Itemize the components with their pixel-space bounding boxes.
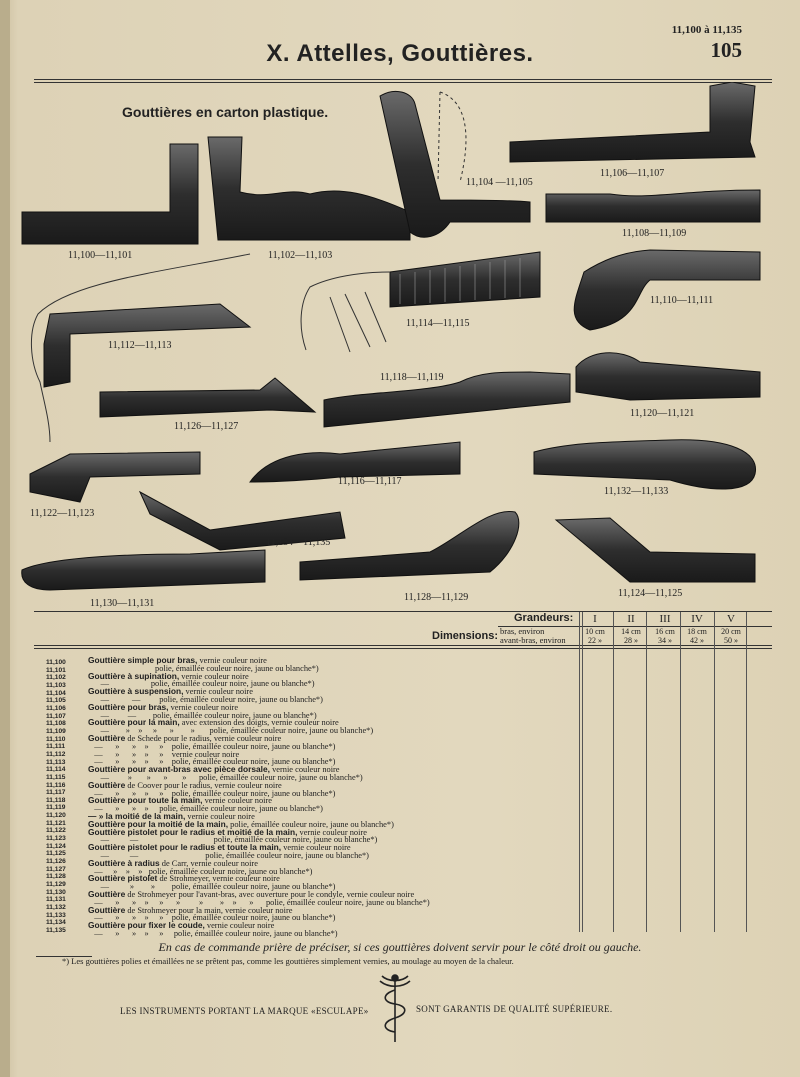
- row-finish: — polie, émaillée couleur noire, jaune ou blanche*): [88, 679, 315, 689]
- row-product-name: — » la moitié de la main,: [88, 810, 186, 821]
- row-finish: — » » » » polie, émaillée couleur noire, jaune ou blanche*): [88, 741, 336, 751]
- splint-11118: [324, 372, 570, 427]
- caption-11128: 11,128—11,129: [404, 592, 469, 603]
- article-code: 11,123: [46, 835, 66, 843]
- col-divider-1b: [582, 612, 583, 932]
- article-code: 11,128: [46, 873, 66, 881]
- row-finish: vernie couleur noire: [179, 671, 249, 681]
- size-II-cm: 14 cm 28 »: [621, 627, 641, 645]
- article-code: 11,103: [46, 681, 66, 689]
- row-product-name: Gouttière à radius: [88, 857, 160, 868]
- row-finish: — » » » » polie, émaillée couleur noire, jaune ou blanche*): [88, 757, 336, 767]
- article-code: 11,114: [46, 766, 66, 774]
- size-V-cm: 20 cm 50 »: [721, 627, 741, 645]
- article-code: 11,122: [46, 827, 66, 835]
- trademark-left: LES INSTRUMENTS PORTANT LA MARQUE «ESCULAPE»: [120, 1006, 369, 1016]
- size-IV-cm: 18 cm 42 »: [687, 627, 707, 645]
- article-code: 11,101: [46, 666, 66, 674]
- caption-11102: 11,102—11,103: [268, 250, 333, 261]
- row-finish: de Strohmeyer pour la main, vernie couleur noire: [125, 905, 293, 915]
- row-product-name: Gouttière pour la moitié de la main,: [88, 818, 229, 829]
- splint-11114: [390, 252, 540, 307]
- size-III-cm: 16 cm 34 »: [655, 627, 675, 645]
- article-descriptions: [88, 657, 578, 938]
- article-code: 11,130: [46, 888, 66, 896]
- row-finish: de Strohmeyer, vernie couleur noire: [157, 874, 280, 884]
- caption-11114: 11,114—11,115: [406, 318, 470, 329]
- row-finish: de Coover pour le radius, vernie couleur noire: [125, 780, 282, 790]
- article-code: 11,129: [46, 881, 66, 889]
- splint-11122: [30, 452, 200, 502]
- splint-11126: [100, 378, 315, 417]
- article-code: 11,134: [46, 919, 66, 927]
- size-II: II: [627, 613, 635, 625]
- row-product-name: Gouttière pour toute la main,: [88, 795, 203, 806]
- grandeurs-label: Grandeurs:: [514, 612, 574, 624]
- caption-11104: 11,104 —11,105: [466, 177, 533, 188]
- article-code: 11,106: [46, 704, 66, 712]
- table-header-bottom-rule: [34, 645, 772, 646]
- article-code: 11,131: [46, 896, 66, 904]
- row-product-name: Gouttière à supination,: [88, 670, 180, 681]
- page-number: 105: [710, 38, 742, 62]
- caption-11122: 11,122—11,123: [30, 508, 95, 519]
- row-finish: vernie couleur noire: [197, 656, 267, 665]
- header-rule: [34, 79, 772, 80]
- row-finish: polie, émaillée couleur noire, jaune ou blanche*): [228, 819, 394, 829]
- dim-row-avant-bras: avant-bras, environ: [500, 635, 566, 645]
- caption-11108: 11,108—11,109: [622, 228, 687, 239]
- splint-11132: [534, 440, 756, 489]
- row-finish: de Schede pour le radius, vernie couleur noire: [125, 733, 282, 743]
- col-divider-1: [579, 612, 580, 932]
- caption-11100: 11,100—11,101: [68, 250, 133, 261]
- row-finish: — » » » » polie, émaillée couleur noire, jaune ou blanche*): [88, 772, 363, 782]
- dimensions-label: Dimensions:: [432, 630, 499, 642]
- splint-11100: [22, 144, 198, 244]
- table-header-bottom-rule-2: [34, 648, 772, 649]
- row-product-name: Gouttière pistolet pour le radius et toute la main,: [88, 842, 282, 853]
- table-top-rule: [34, 611, 772, 612]
- esculape-logo-icon: [374, 972, 416, 1044]
- caption-11110: 11,110—11,111: [650, 295, 714, 306]
- article-code: 11,111: [46, 743, 66, 751]
- article-code: 11,107: [46, 712, 66, 720]
- row-finish: — » » » » » polie, émaillée couleur noire, jaune ou blanche*): [88, 726, 374, 736]
- article-code: 11,135: [46, 926, 66, 934]
- row-finish: — » » » » polie, émaillée couleur noire, jaune ou blanche*): [88, 928, 338, 938]
- row-finish: vernie couleur noire: [281, 843, 351, 853]
- article-range: 11,100 à 11,135: [671, 24, 742, 36]
- caption-11120: 11,120—11,121: [630, 408, 695, 419]
- article-code: 11,115: [46, 773, 66, 781]
- row-finish: vernie couleur noire: [185, 811, 255, 821]
- col-divider-4: [680, 612, 681, 932]
- caption-11106: 11,106—11,107: [600, 168, 665, 179]
- row-product-name: Gouttière simple pour bras,: [88, 655, 198, 665]
- article-code: 11,113: [46, 758, 66, 766]
- article-code: 11,104: [46, 689, 66, 697]
- row-finish: vernie couleur noire: [168, 702, 239, 712]
- article-code: 11,121: [46, 819, 66, 827]
- row-finish: de Carr, vernie couleur noire: [159, 858, 258, 868]
- article-code: 11,120: [46, 812, 66, 820]
- row-finish: — » » polie, émaillée couleur noire, jaune ou blanche*): [88, 882, 336, 892]
- article-code: 11,112: [46, 750, 66, 758]
- col-divider-3: [646, 612, 647, 932]
- row-finish: de Strohmeyer pour l'avant-bras, avec ouverture pour le condyle, vernie couleur noire: [125, 889, 415, 899]
- caption-11134: 11,134—11,135: [266, 537, 331, 548]
- article-code: 11,125: [46, 850, 66, 858]
- article-code: 11,105: [46, 697, 66, 705]
- caption-11112: 11,112—11,113: [108, 340, 172, 351]
- caption-11118: 11,118—11,119: [380, 372, 444, 383]
- article-code: 11,110: [46, 735, 66, 743]
- article-codes: [46, 659, 66, 935]
- size-I: I: [593, 613, 597, 625]
- article-code: 11,124: [46, 842, 66, 850]
- row-finish: — » » » » » » » » » polie, émaillée couleur noire, jaune ou blanche*): [88, 897, 430, 907]
- row-product-name: Gouttière: [88, 888, 126, 899]
- dashed-pattern: [438, 92, 466, 182]
- footnote: *) Les gouttières polies et émaillées ne se prêtent pas, comme les gouttières simplement vernies, au moulage au moyen de la chaleur.: [62, 956, 514, 966]
- size-header-rule: [498, 626, 772, 627]
- row-finish: — » » » » polie, émaillée couleur noire, jaune ou blanche*): [88, 913, 336, 923]
- article-code: 11,117: [46, 789, 66, 797]
- row-product-name: Gouttière pour la main,: [88, 717, 180, 728]
- row-finish: — — polie, émaillée couleur noire, jaune ou blanche*): [88, 835, 378, 845]
- order-note: En cas de commande prière de préciser, si ces gouttières doivent servir pour le côté droit ou gauche.: [158, 940, 642, 954]
- row-finish: — — polie, émaillée couleur noire, jaune ou blanche*): [88, 694, 323, 704]
- article-code: 11,109: [46, 727, 66, 735]
- splint-11124: [556, 518, 755, 582]
- table-row: [88, 930, 578, 938]
- dimension-rows: [500, 627, 566, 645]
- col-divider-5: [714, 612, 715, 932]
- section-title: Gouttières en carton plastique.: [122, 104, 329, 120]
- col-divider-2: [613, 612, 614, 932]
- article-code: 11,100: [46, 659, 66, 666]
- size-III: III: [659, 613, 671, 625]
- splint-11120: [576, 353, 760, 400]
- article-code: 11,119: [46, 804, 66, 812]
- trademark-right: SONT GARANTIS DE QUALITÉ SUPÉRIEURE.: [416, 1004, 613, 1014]
- article-code: 11,133: [46, 911, 66, 919]
- caption-11130: 11,130—11,131: [90, 598, 155, 609]
- size-IV: IV: [691, 613, 703, 625]
- row-product-name: Gouttière: [88, 904, 126, 915]
- binding-edge: [0, 0, 10, 1077]
- caption-11116: 11,116—11,117: [338, 476, 402, 487]
- row-finish: vernie couleur noire: [297, 827, 367, 837]
- row-product-name: Gouttière: [88, 732, 126, 743]
- row-product-name: Gouttière pour avant-bras avec pièce dorsale,: [88, 764, 270, 775]
- article-code: 11,118: [46, 796, 66, 804]
- article-code: 11,116: [46, 781, 66, 789]
- splint-11106: [510, 82, 755, 162]
- row-finish: vernie couleur noire: [202, 796, 272, 806]
- row-finish: vernie couleur noire: [204, 921, 275, 931]
- row-finish: — » » » polie, émaillée couleur noire, jaune ou blanche*): [88, 866, 313, 876]
- size-I-cm: 10 cm 22 »: [585, 627, 605, 645]
- row-finish: — — polie, émaillée couleur noire, jaune ou blanche*): [88, 850, 369, 860]
- article-code: 11,126: [46, 858, 66, 866]
- row-finish: — — polie, émaillée couleur noire, jaune ou blanche*): [88, 710, 317, 720]
- article-code: 11,127: [46, 865, 66, 873]
- caption-11124: 11,124—11,125: [618, 588, 683, 599]
- hand-outline-right: [301, 272, 390, 352]
- splint-11108: [546, 190, 760, 222]
- page-title: X. Attelles, Gouttières.: [266, 40, 534, 67]
- row-product-name: Gouttière pistolet: [88, 873, 158, 884]
- size-V: V: [727, 613, 735, 625]
- caption-11132: 11,132—11,133: [604, 486, 669, 497]
- row-finish: — » » » » polie, émaillée couleur noire, jaune ou blanche*): [88, 788, 336, 798]
- row-product-name: Gouttière pour fixer le coude,: [88, 920, 205, 931]
- col-divider-6: [746, 612, 747, 932]
- row-finish: — » » » polie, émaillée couleur noire, jaune ou blanche*): [88, 804, 323, 814]
- row-finish: polie, émaillée couleur noire, jaune ou blanche*): [88, 663, 319, 673]
- article-code: 11,102: [46, 674, 66, 682]
- dim-row-bras: bras, environ: [500, 626, 545, 636]
- article-code: 11,132: [46, 904, 66, 911]
- splint-11130: [22, 550, 265, 590]
- row-finish: — » » » » vernie couleur noire: [88, 749, 240, 759]
- splint-11102: [208, 137, 410, 240]
- row-product-name: Gouttière pour bras,: [88, 701, 169, 712]
- caption-11126: 11,126—11,127: [174, 421, 239, 432]
- row-finish: avec extension des doigts, vernie couleur noire: [179, 718, 339, 728]
- row-finish: vernie couleur noire: [183, 687, 253, 697]
- article-code: 11,108: [46, 720, 66, 728]
- row-finish: vernie couleur noire: [270, 765, 340, 775]
- row-product-name: Gouttière: [88, 779, 126, 790]
- row-product-name: Gouttière pistolet pour le radius et moitié de la main,: [88, 826, 298, 837]
- row-product-name: Gouttière à suspension,: [88, 686, 184, 697]
- splint-11110: [574, 250, 760, 330]
